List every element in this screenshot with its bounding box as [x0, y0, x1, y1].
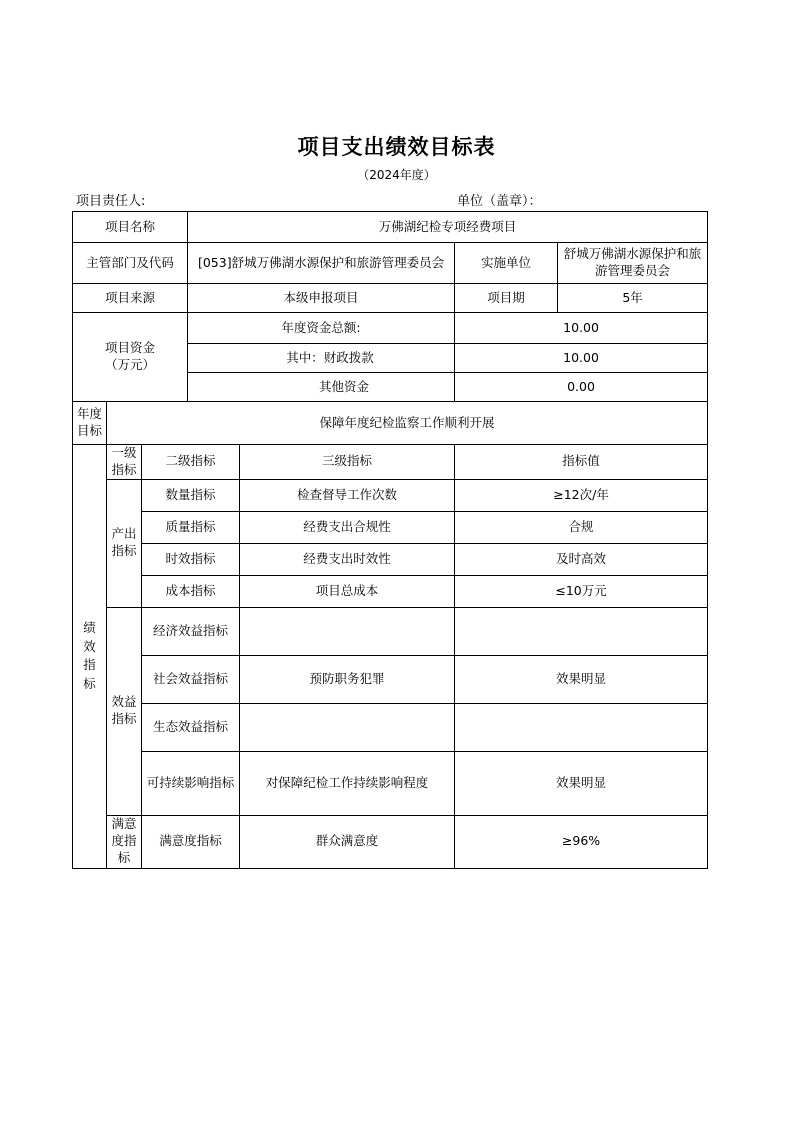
performance-target-table	[72, 211, 708, 869]
annual-total-funds-value: 10.00	[455, 313, 708, 344]
level3-cell: 经费支出时效性	[240, 543, 455, 575]
level3-cell: 经费支出合规性	[240, 511, 455, 543]
funds-row	[73, 313, 708, 344]
table-row	[73, 479, 708, 511]
value-cell	[455, 703, 708, 751]
other-funds-label: 其他资金	[188, 373, 455, 402]
project-name-row	[73, 212, 708, 243]
annual-total-funds-label: 年度资金总额:	[188, 313, 455, 344]
level2-cell: 可持续影响指标	[142, 751, 240, 815]
annual-goal-value: 保障年度纪检监察工作顺利开展	[107, 402, 708, 445]
project-period-label: 项目期	[455, 284, 558, 313]
table-row	[73, 655, 708, 703]
satisfaction-label-line3: 标	[117, 850, 131, 866]
level2-cell: 质量指标	[142, 511, 240, 543]
table-row	[73, 607, 708, 655]
project-source-label: 项目来源	[73, 284, 188, 313]
level2-cell: 满意度指标	[142, 815, 240, 868]
table-row	[73, 815, 708, 868]
level3-cell: 检查督导工作次数	[240, 479, 455, 511]
value-cell: 及时高效	[455, 543, 708, 575]
department-row	[73, 243, 708, 284]
annual-goal-label-line2: 目标	[76, 423, 102, 438]
project-source-value: 本级申报项目	[188, 284, 455, 313]
project-name-label: 项目名称	[73, 212, 188, 243]
annual-goal-label	[73, 402, 107, 445]
value-cell: ≥12次/年	[455, 479, 708, 511]
page-title: 项目支出绩效目标表	[297, 135, 496, 159]
satisfaction-indicator-label	[107, 815, 142, 868]
level3-cell: 对保障纪检工作持续影响程度	[240, 751, 455, 815]
annual-goal-label-line1: 年度	[76, 406, 102, 422]
level2-header: 二级指标	[142, 445, 240, 480]
performance-indicator-label	[73, 445, 107, 869]
project-period-value: 5年	[558, 284, 708, 313]
fiscal-allocation-label: 其中：财政拨款	[188, 344, 455, 373]
benefit-indicator-label-line1: 效益	[111, 694, 137, 710]
value-cell: 合规	[455, 511, 708, 543]
level2-cell: 经济效益指标	[142, 607, 240, 655]
level3-header: 三级指标	[240, 445, 455, 480]
unit-seal-label: 单位（盖章）：	[457, 194, 542, 209]
value-cell: ≤10万元	[455, 575, 708, 607]
level1-header-line1: 一级	[111, 445, 137, 460]
project-name-value: 万佛湖纪检专项经费项目	[188, 212, 708, 243]
level2-cell: 生态效益指标	[142, 703, 240, 751]
value-cell: ≥96%	[455, 815, 708, 868]
level3-cell: 群众满意度	[240, 815, 455, 868]
indicator-value-header: 指标值	[455, 445, 708, 480]
indicator-header-row	[73, 445, 708, 480]
satisfaction-label-line1: 满意	[111, 816, 137, 832]
responsible-person-label: 项目责任人:	[76, 194, 146, 209]
department-value: [053]舒城万佛湖水源保护和旅游管理委员会	[188, 243, 455, 284]
value-cell: 效果明显	[455, 751, 708, 815]
benefit-indicator-label-line2: 指标	[111, 711, 137, 727]
level2-cell: 成本指标	[142, 575, 240, 607]
output-indicator-label-line1: 产出	[111, 526, 137, 542]
other-funds-value: 0.00	[455, 373, 708, 402]
output-indicator-label	[107, 479, 142, 607]
satisfaction-label-line2: 度指	[111, 833, 137, 849]
level2-cell: 社会效益指标	[142, 655, 240, 703]
project-funds-label-line2: （万元）	[105, 357, 156, 372]
table-row	[73, 575, 708, 607]
level3-cell: 预防职务犯罪	[240, 655, 455, 703]
table-row	[73, 703, 708, 751]
table-row	[73, 751, 708, 815]
table-row	[73, 543, 708, 575]
implementing-unit-label: 实施单位	[455, 243, 558, 284]
source-row	[73, 284, 708, 313]
level3-cell: 项目总成本	[240, 575, 455, 607]
fiscal-allocation-value: 10.00	[455, 344, 708, 373]
project-funds-label	[73, 313, 188, 402]
project-funds-label-line1: 项目资金	[105, 340, 156, 356]
level3-cell	[240, 607, 455, 655]
level2-cell: 时效指标	[142, 543, 240, 575]
output-indicator-label-line2: 指标	[111, 543, 137, 559]
implementing-unit-value: 舒城万佛湖水源保护和旅游管理委员会	[558, 243, 708, 284]
level2-cell: 数量指标	[142, 479, 240, 511]
value-cell	[455, 607, 708, 655]
level1-header	[107, 445, 142, 480]
fiscal-year: （2024年度）	[357, 168, 436, 182]
department-label: 主管部门及代码	[73, 243, 188, 284]
level3-cell	[240, 703, 455, 751]
table-row	[73, 511, 708, 543]
level1-header-line2: 指标	[111, 461, 137, 477]
benefit-indicator-label	[107, 607, 142, 815]
value-cell: 效果明显	[455, 655, 708, 703]
performance-indicator-label-text: 绩效指标	[83, 619, 96, 692]
annual-goal-row	[73, 402, 708, 445]
